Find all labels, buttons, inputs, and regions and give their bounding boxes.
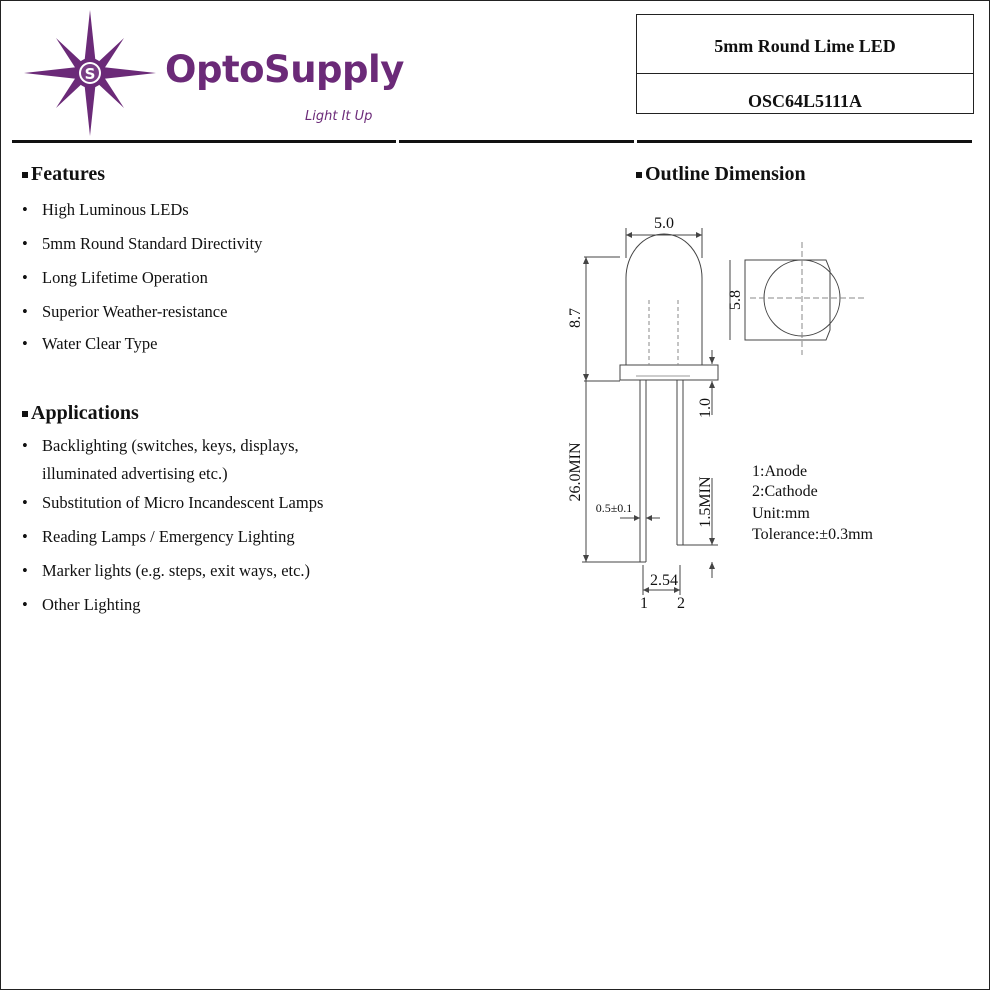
list-item: • High Luminous LEDs xyxy=(22,200,189,219)
dim-pitch: 2.54 xyxy=(650,572,678,589)
led-lens-outline xyxy=(626,234,702,365)
note-cathode: 2:Cathode xyxy=(752,483,818,500)
outline-drawing xyxy=(560,200,900,620)
list-item: • Backlighting (switches, keys, displays, xyxy=(22,436,299,455)
title-box xyxy=(636,14,974,114)
top-view-flange xyxy=(745,260,830,340)
header-divider xyxy=(12,140,972,143)
svg-text:S: S xyxy=(84,65,96,83)
list-item: • 5mm Round Standard Directivity xyxy=(22,234,263,253)
dim-flange-thickness: 1.0 xyxy=(697,398,714,418)
pin-2-label: 2 xyxy=(677,595,685,612)
applications-list xyxy=(22,436,323,625)
dim-lead-width: 0.5±0.1 xyxy=(595,501,633,515)
brand-name: OptoSupply xyxy=(165,48,404,91)
part-number: OSC64L5111A xyxy=(747,91,863,111)
list-item: • Reading Lamps / Emergency Lighting xyxy=(22,527,295,546)
dim-flange: 5.8 xyxy=(727,290,744,310)
list-item: • Long Lifetime Operation xyxy=(22,268,208,287)
brand-logo xyxy=(20,8,404,138)
note-tolerance: Tolerance:±0.3mm xyxy=(752,526,873,543)
list-item: • Marker lights (e.g. steps, exit ways, etc.) xyxy=(22,561,311,580)
list-item: illuminated advertising etc.) xyxy=(42,464,228,483)
pin-1-label: 1 xyxy=(640,595,648,612)
applications-heading: Applications xyxy=(22,402,139,425)
dim-lead-bend: 1.5MIN xyxy=(697,476,714,528)
features-list xyxy=(22,200,262,366)
dim-height: 8.7 xyxy=(567,308,584,328)
list-item: • Water Clear Type xyxy=(22,334,158,353)
note-anode: 1:Anode xyxy=(752,463,808,480)
product-title: 5mm Round Lime LED xyxy=(714,36,896,56)
list-item: • Other Lighting xyxy=(22,595,141,614)
led-flange xyxy=(620,365,718,380)
outline-heading: Outline Dimension xyxy=(636,163,806,186)
dim-lead-length: 26.0MIN xyxy=(567,442,584,502)
features-heading: Features xyxy=(22,163,105,186)
dim-width: 5.0 xyxy=(654,215,674,232)
list-item: • Substitution of Micro Incandescent Lamps xyxy=(22,493,324,512)
note-unit: Unit:mm xyxy=(752,505,810,522)
star-logo-icon xyxy=(20,8,180,138)
brand-tagline: Light It Up xyxy=(305,109,373,124)
list-item: • Superior Weather-resistance xyxy=(22,302,228,321)
